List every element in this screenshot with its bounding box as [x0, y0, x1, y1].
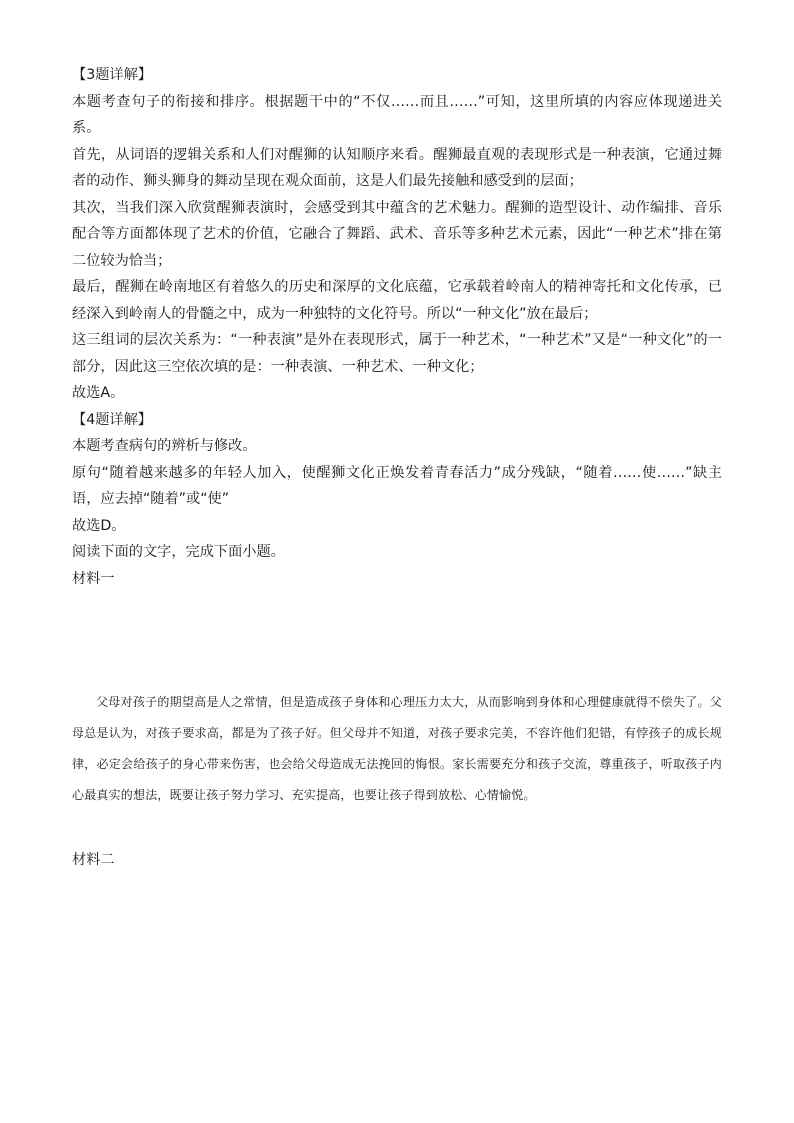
q3-paragraph: 其次，当我们深入欣赏醒狮表演时，会感受到其中蕴含的艺术魅力。醒狮的造型设计、动作编排、音乐配合等方面都体现了艺术的价值，它融合了舞蹈、武术、音乐等多种艺术元素，因此“一种艺术”排在第二位较为恰当；	[72, 199, 722, 269]
material1-passage: 父母对孩子的期望高是人之常情，但是造成孩子身体和心理压力太大，从而影响到身体和心理健康就得不偿失了。父母总是认为，对孩子要求高，都是为了孩子好。但父母并不知道，对孩子要求完美，不容许他们犯错，有悖孩子的成长规律，必定会给孩子的身心带来伤害，也会给父母造成无法挽回的悔恨。家长需要充分和孩子交流，尊重孩子，听取孩子内心最真实的想法，既要让孩子努力学习、充实提高，也要让孩子得到放松、心情愉悦。	[72, 695, 722, 802]
material1-label: 材料一	[72, 570, 115, 587]
q3-paragraph: 首先，从词语的逻辑关系和人们对醒狮的认知顺序来看。醒狮最直观的表现形式是一种表演，它通过舞者的动作、狮头狮身的舞动呈现在观众面前，这是人们最先接触和感受到的层面；	[72, 146, 722, 189]
q4-paragraph: 原句“随着越来越多的年轻人加入，使醒狮文化正焕发着青春活力”成分残缺，“随着……使……”缺主语，应去掉“随着”或“使”	[72, 464, 722, 507]
q3-answer: 故选A。	[72, 385, 125, 401]
q3-paragraph: 最后，醒狮在岭南地区有着悠久的历史和深厚的文化底蕴，它承载着岭南人的精神寄托和文化传承，已经深入到岭南人的骨髓之中，成为一种独特的文化符号。所以“一种文化”放在最后；	[72, 279, 722, 322]
q4-heading: 【4题详解】	[72, 411, 152, 428]
reading-instruction: 阅读下面的文字，完成下面小题。	[72, 544, 285, 560]
q4-paragraph: 本题考查病句的辨析与修改。	[72, 438, 257, 454]
q4-answer: 故选D。	[72, 517, 126, 534]
material2-label: 材料二	[72, 852, 115, 868]
q3-paragraph: 这三组词的层次关系为：“一种表演”是外在表现形式，属于一种艺术，“一种艺术”又是“一种文化”的一部分，因此这三空依次填的是：一种表演、一种艺术、一种文化；	[72, 332, 722, 375]
q3-paragraph: 本题考查句子的衔接和排序。根据题干中的“不仅……而且……”可知，这里所填的内容应体现递进关系。	[72, 93, 722, 136]
q3-heading: 【3题详解】	[72, 67, 152, 83]
answer-explanations	[72, 62, 722, 592]
